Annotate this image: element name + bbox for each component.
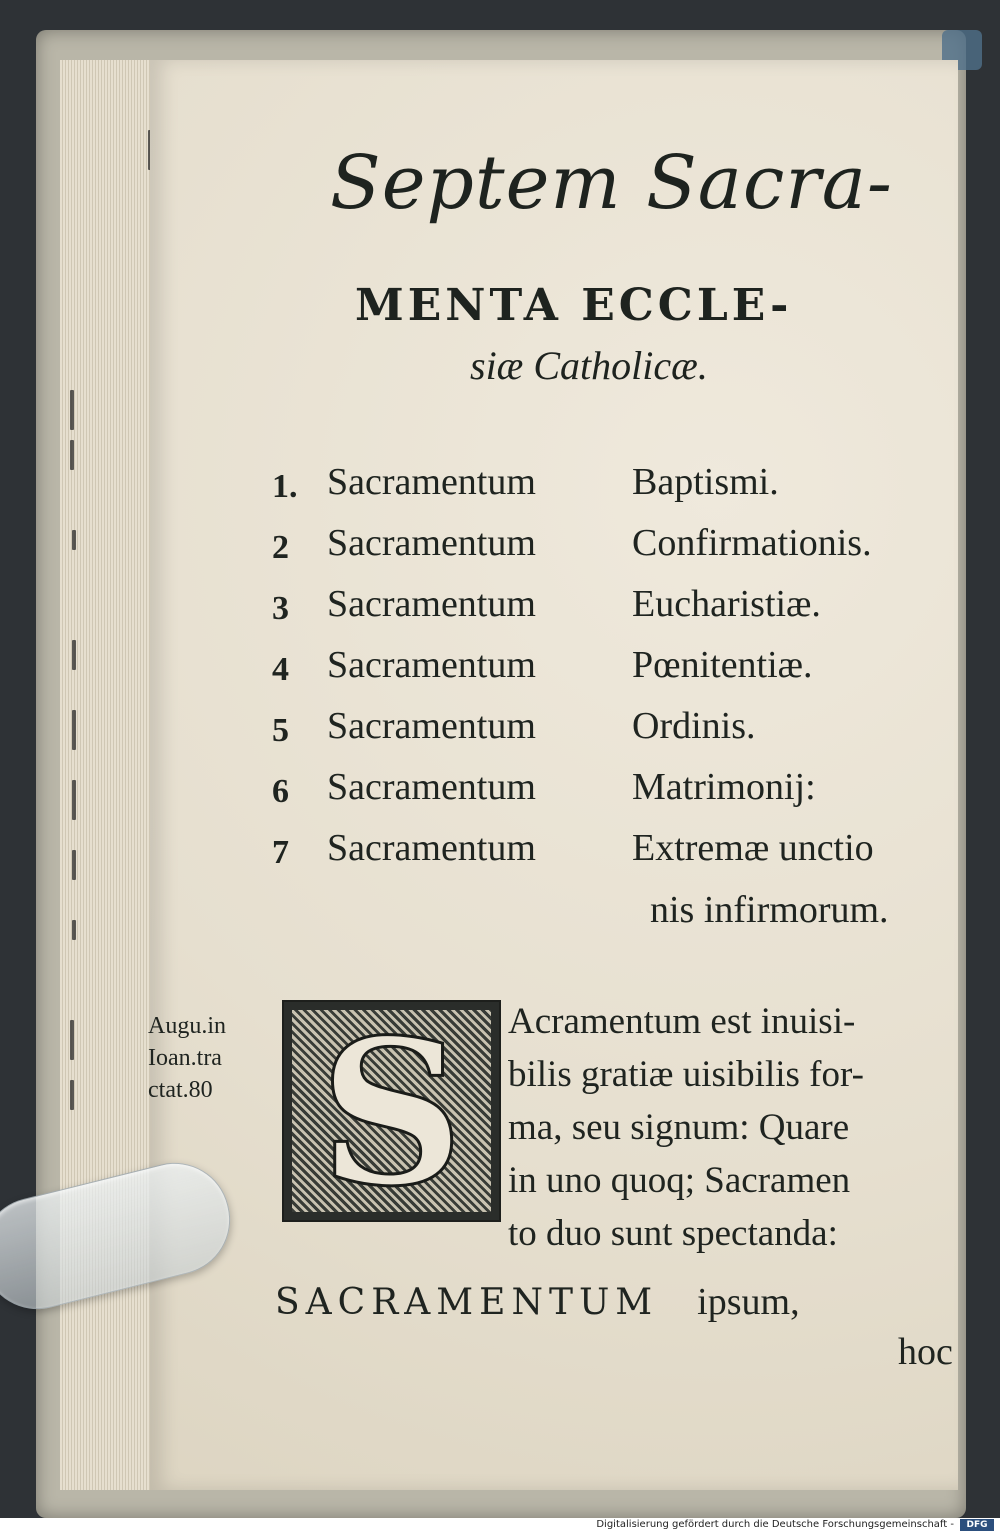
footer-bar xyxy=(0,1518,1000,1533)
catchword: hoc xyxy=(898,1331,953,1373)
list-item xyxy=(272,460,972,521)
list-item xyxy=(272,765,972,826)
item-number: 3 xyxy=(272,590,289,627)
list-item xyxy=(272,643,972,704)
caps-word: SACRAMENTUM xyxy=(275,1282,659,1323)
item-name: Eucharistiæ. xyxy=(632,583,821,625)
page-subtitle: MENTA ECCLE- xyxy=(355,280,793,331)
body-line-caps xyxy=(275,1280,800,1324)
item-name: Matrimonij: xyxy=(632,766,816,808)
item-word: Sacramentum xyxy=(327,461,536,503)
item-name: Ordinis. xyxy=(632,705,756,747)
item-number: 2 xyxy=(272,529,289,566)
sacrament-list xyxy=(272,460,972,887)
item-name: Pœnitentiæ. xyxy=(632,644,813,686)
page-subtitle-line2: siæ Catholicæ. xyxy=(470,343,708,388)
item-word: Sacramentum xyxy=(327,827,536,869)
item-name: Extremæ unctio xyxy=(632,827,874,869)
dfg-logo: DFG xyxy=(960,1519,994,1531)
item-word: Sacramentum xyxy=(327,583,536,625)
list-item xyxy=(272,582,972,643)
item-word: Sacramentum xyxy=(327,522,536,564)
item-name: Confirmationis. xyxy=(632,522,872,564)
initial-letter: S xyxy=(319,996,464,1231)
item-number: 4 xyxy=(272,651,289,688)
item-word: Sacramentum xyxy=(327,644,536,686)
body-line: Acramentum est inuisi- xyxy=(508,1001,856,1042)
item-number: 7 xyxy=(272,834,289,871)
page-title: Septem Sacra- xyxy=(330,140,893,226)
margin-note-line: ctat.80 xyxy=(148,1077,213,1103)
body-paragraph xyxy=(508,995,968,1260)
margin-note xyxy=(148,1010,273,1106)
item-word: Sacramentum xyxy=(327,705,536,747)
list-item xyxy=(272,521,972,582)
body-line: ma, seu signum: Quare xyxy=(508,1107,850,1148)
item-number: 1. xyxy=(272,468,298,505)
body-line: in uno quoq; Sacramen xyxy=(508,1160,851,1201)
item-word: Sacramentum xyxy=(327,766,536,808)
list-item-continuation: nis infirmorum. xyxy=(650,889,889,931)
margin-note-line: Augu.in xyxy=(148,1013,226,1039)
item-name: Baptismi. xyxy=(632,461,779,503)
decorated-initial xyxy=(282,996,501,1231)
item-number: 5 xyxy=(272,712,289,749)
body-line: to duo sunt spectanda: xyxy=(508,1213,838,1254)
body-line: bilis gratiæ uisibilis for- xyxy=(508,1054,864,1095)
margin-note-line: Ioan.tra xyxy=(148,1045,222,1071)
list-item xyxy=(272,826,972,887)
list-item xyxy=(272,704,972,765)
body-word: ipsum, xyxy=(697,1281,800,1323)
item-number: 6 xyxy=(272,773,289,810)
footer-credit: Digitalisierung gefördert durch die Deutsche Forschungsgemeinschaft - xyxy=(596,1519,954,1530)
